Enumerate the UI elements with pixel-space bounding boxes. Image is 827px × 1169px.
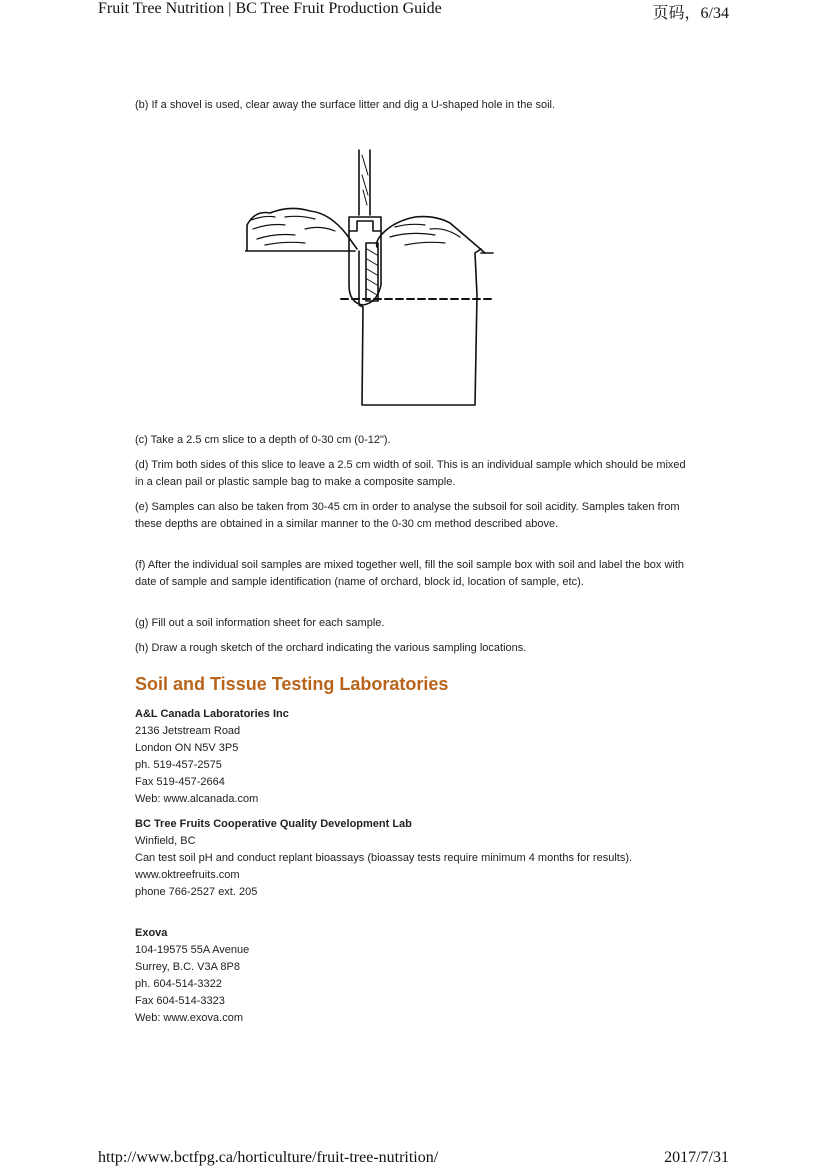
lab-description: Can test soil pH and conduct replant bioassays (bioassay tests require minimum 4 months for results). [135, 852, 633, 864]
section-heading: Soil and Tissue Testing Laboratories [135, 674, 449, 694]
lab-phone: phone 766-2527 ext. 205 [135, 886, 258, 898]
lab-fax: Fax 604-514-3323 [135, 995, 225, 1007]
lab-name: BC Tree Fruits Cooperative Quality Development Lab [135, 818, 412, 830]
lab-name: Exova [135, 927, 168, 939]
page-header [0, 0, 827, 22]
footer-date: 2017/7/31 [664, 1149, 729, 1166]
step-f: (f) After the individual soil samples are mixed together well, fill the soil sample box with soil and label the box with date of sample and sample identification (name of orchard, block id, location of sample, etc). [135, 559, 685, 588]
step-b: (b) If a shovel is used, clear away the surface litter and dig a U-shaped hole in the soil. [135, 99, 556, 111]
header-title: Fruit Tree Nutrition | BC Tree Fruit Production Guide [98, 0, 442, 17]
step-e: (e) Samples can also be taken from 30-45 cm in order to analyse the subsoil for soil acidity. Samples taken from these depths are obtained in a similar manner to the 0-30 cm method described above. [135, 501, 680, 530]
lab-phone: ph. 604-514-3322 [135, 978, 222, 990]
page-footer [0, 1149, 827, 1169]
lab-entry-exova [135, 925, 695, 1027]
lab-web: Web: www.exova.com [135, 1012, 244, 1024]
lab-web: Web: www.alcanada.com [135, 793, 259, 805]
lab-phone: ph. 519-457-2575 [135, 759, 222, 771]
lab-city: Surrey, B.C. V3A 8P8 [135, 961, 240, 973]
lab-city: Winfield, BC [135, 835, 196, 847]
header-page-number: 页码，6/34 [652, 5, 729, 22]
lab-fax: Fax 519-457-2664 [135, 776, 225, 788]
step-g: (g) Fill out a soil information sheet for each sample. [135, 617, 385, 629]
lab-address: 2136 Jetstream Road [135, 725, 241, 737]
lab-city: London ON N5V 3P5 [135, 742, 239, 754]
lab-name: A&L Canada Laboratories Inc [135, 708, 289, 720]
step-d: (d) Trim both sides of this slice to leave a 2.5 cm width of soil. This is an individual sample which should be mixed in a clean pail or plastic sample bag to make a composite sample. [135, 459, 686, 488]
lab-web: www.oktreefruits.com [135, 869, 240, 881]
footer-url: http://www.bctfpg.ca/horticulture/fruit-tree-nutrition/ [98, 1149, 439, 1166]
lab-entry-al-canada [135, 706, 695, 808]
lab-entry-bc-tree-fruits [135, 816, 695, 901]
shovel-hole-illustration [245, 145, 495, 410]
step-h: (h) Draw a rough sketch of the orchard indicating the various sampling locations. [135, 642, 527, 654]
lab-address: 104-19575 55A Avenue [135, 944, 250, 956]
step-c: (c) Take a 2.5 cm slice to a depth of 0-30 cm (0-12"). [135, 434, 391, 446]
